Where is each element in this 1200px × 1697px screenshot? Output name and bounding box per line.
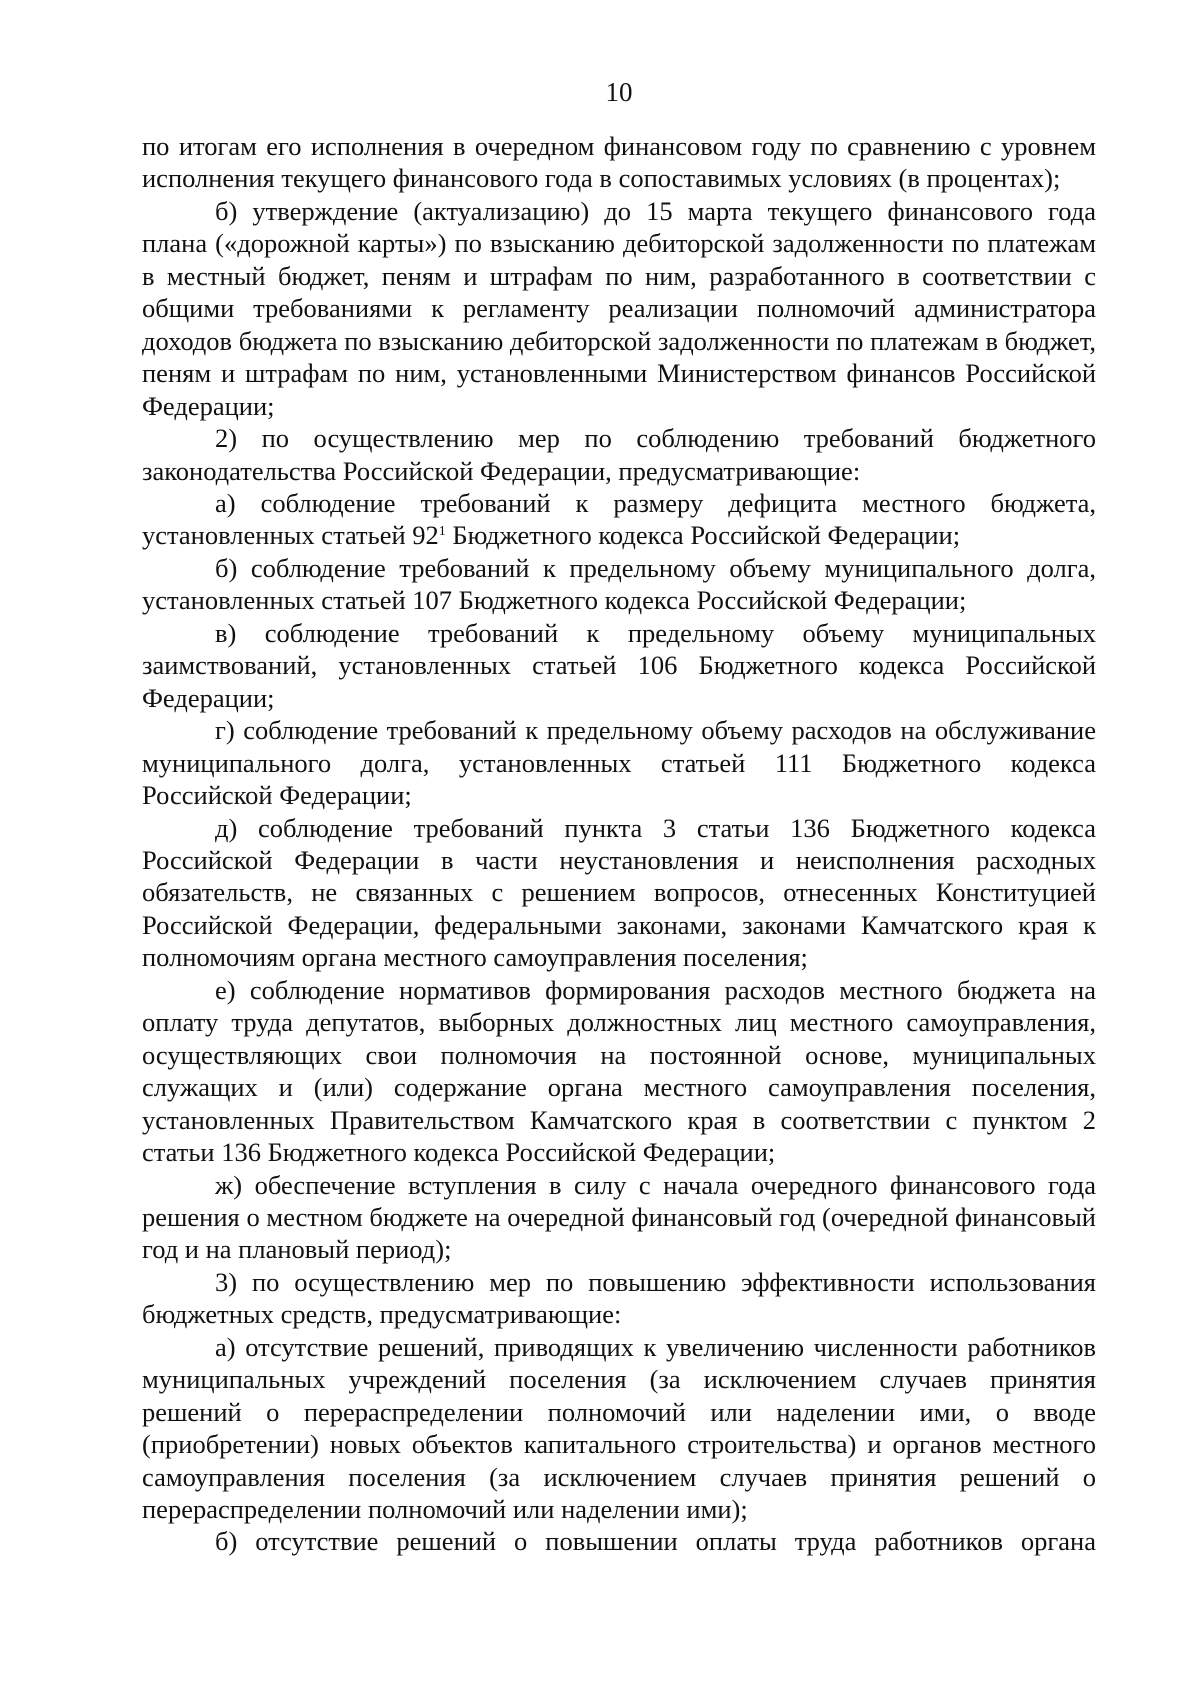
paragraph-2-budget-compliance: 2) по осуществлению мер по соблюдению требований бюджетного законодательства Российской Федерации, предусматривающие: — [142, 423, 1096, 486]
paragraph-d-article-136: д) соблюдение требований пункта 3 статьи 136 Бюджетного кодекса Российской Федерации в части неустановления и неисполнения расходных обязательств, не связанных с решением вопросов, отнесенных Конституцией Российской Федерации, федеральными законами, законами Камчатского края к полномочиям органа местного самоуправления поселения; — [142, 812, 1096, 973]
paragraph-a-staff-numbers: а) отсутствие решений, приводящих к увеличению численности работников муниципальных учреждений поселения (за исключением случаев принятия решений о перераспределении полномочий или наделении ими, о вводе (приобретении) новых объектов капитального строительства) и органов местного самоуправления поселения (за исключением случаев принятия решений о перераспределении полномочий или наделении ими); — [142, 1331, 1096, 1525]
paragraph-b-municipal-debt: б) соблюдение требований к предельному объему муниципального долга, установленных статьей 107 Бюджетного кодекса Российской Федерации; — [142, 552, 1096, 616]
page-number: 10 — [605, 77, 633, 107]
document-body — [142, 130, 1096, 1558]
article-superscript: 1 — [438, 524, 446, 540]
paragraph-a-deficit — [142, 487, 1096, 552]
paragraph-3-efficiency: 3) по осуществлению мер по повышению эффективности использования бюджетных средств, предусматривающие: — [142, 1266, 1096, 1330]
paragraph-continuation: по итогам его исполнения в очередном финансовом году по сравнению с уровнем исполнения текущего финансового года в сопоставимых условиях (в процентах); — [142, 131, 1096, 194]
paragraph-g-debt-service: г) соблюдение требований к предельному объему расходов на обслуживание муниципального долга, установленных статьей 111 Бюджетного кодекса Российской Федерации; — [142, 715, 1096, 811]
paragraph-v-borrowings: в) соблюдение требований к предельному объему муниципальных заимствований, установленных статьей 106 Бюджетного кодекса Российской Федерации; — [142, 617, 1096, 713]
paragraph-b-wage-increase: б) отсутствие решений о повышении оплаты труда работников органа — [215, 1526, 1096, 1557]
paragraph-zh-budget-entry: ж) обеспечение вступления в силу с начала очередного финансового года решения о местном бюджете на очередной финансовый год (очередной финансовый год и на плановый период); — [142, 1169, 1096, 1265]
paragraph-a-text: а) соблюдение требований к размеру дефицита местного бюджета, установленных статьей 92 — [142, 487, 1096, 551]
paragraph-b-debt-roadmap: б) утверждение (актуализацию) до 15 марта текущего финансового года плана («дорожной карты») по взысканию дебиторской задолженности по платежам в местный бюджет, пеням и штрафам по ним, разработанного в соответствии с общими требованиями к регламенту реализации полномочий администратора доходов бюджета по взысканию дебиторской задолженности по платежам в бюджет, пеням и штрафам по ним, установленными Министерством финансов Российской Федерации; — [142, 195, 1096, 421]
paragraph-a-text-end: Бюджетного кодекса Российской Федерации; — [445, 520, 961, 551]
paragraph-e-wage-standards: е) соблюдение нормативов формирования расходов местного бюджета на оплату труда депутатов, выборных должностных лиц местного самоуправления, осуществляющих свои полномочия на постоянной основе, муниципальных служащих и (или) содержание органа местного самоуправления поселения, установленных Правительством Камчатского края в соответствии с пунктом 2 статьи 136 Бюджетного кодекса Российской Федерации; — [142, 974, 1096, 1168]
